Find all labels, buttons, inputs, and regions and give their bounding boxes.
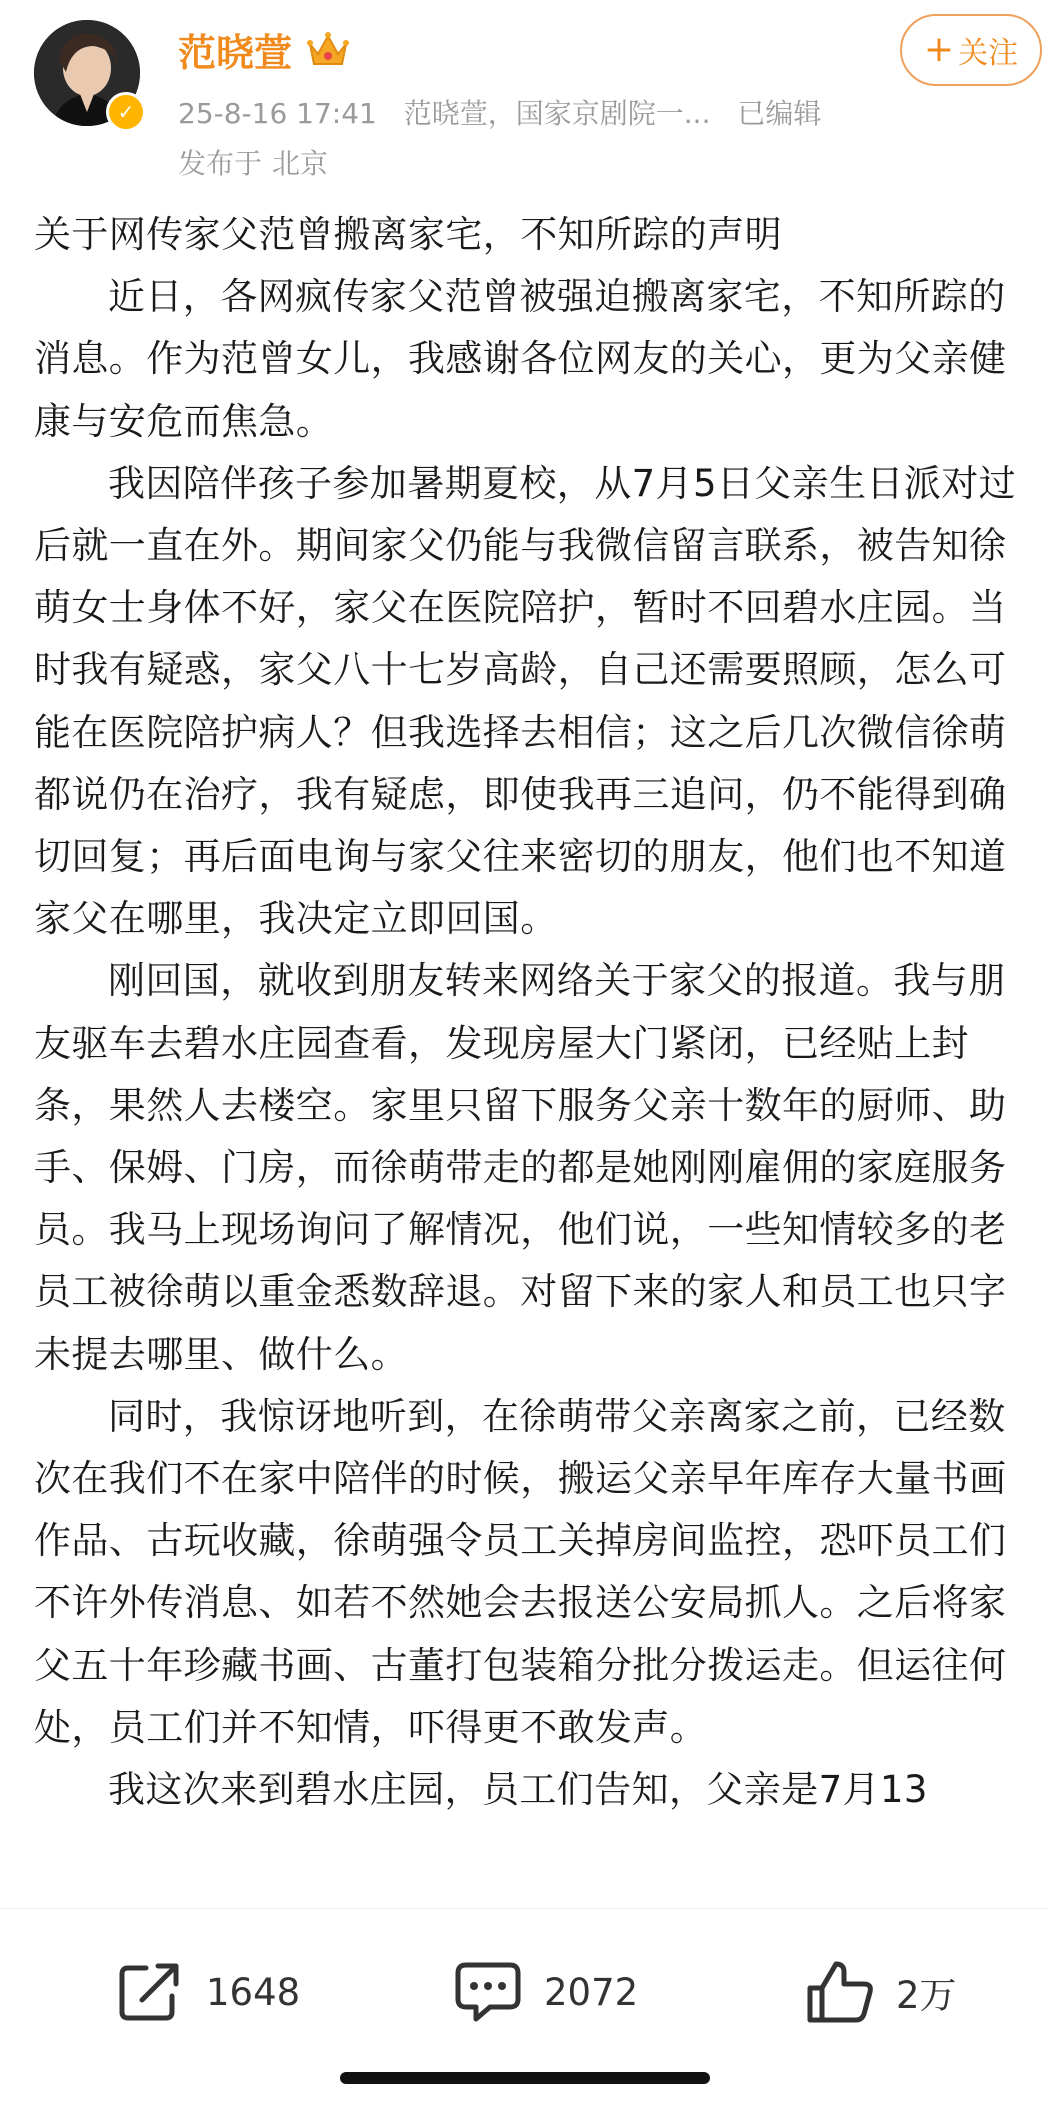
thumbs-up-icon xyxy=(804,1958,876,2026)
comment-icon xyxy=(452,1959,524,2025)
post-header xyxy=(0,0,1048,190)
share-icon xyxy=(116,1960,186,2024)
post-content xyxy=(34,204,1026,1904)
like-button[interactable] xyxy=(804,1952,957,2032)
post-meta xyxy=(178,92,839,132)
plus-icon: + xyxy=(923,29,955,70)
divider xyxy=(0,1908,1048,1909)
author-name[interactable]: 范晓萱 xyxy=(178,31,293,75)
action-bar xyxy=(0,1912,1048,2062)
post-title: 关于网传家父范曾搬离家宅，不知所踪的声明 xyxy=(34,213,782,256)
location-value: 北京 xyxy=(272,147,329,180)
follow-label: 关注 xyxy=(958,36,1019,71)
paragraph: 近日，各网疯传家父范曾被强迫搬离家宅，不知所踪的消息。作为范曾女儿，我感谢各位网友的关心，更为父亲健康与安危而焦急。 xyxy=(34,275,1007,443)
share-count: 1648 xyxy=(206,1970,301,2014)
like-count: 2万 xyxy=(896,1974,957,2017)
paragraph: 我这次来到碧水庄园，员工们告知，父亲是7月13 xyxy=(108,1768,928,1812)
post-timestamp: 25-8-16 17:41 xyxy=(178,97,377,130)
edited-label[interactable]: 已编辑 xyxy=(737,97,822,130)
paragraph: 刚回国，就收到朋友转来网络关于家父的报道。我与朋友驱车去碧水庄园查看，发现房屋大门紧闭，已经贴上封条，果然人去楼空。家里只留下服务父亲十数年的厨师、助手、保姆、门房，而徐萌带走的都是她刚刚雇佣的家庭服务员。我马上现场询问了解情况，他们说，一些知情较多的老员工被徐萌以重金悉数辞退。对留下来的家人和员工也只字未提去哪里、做什么。 xyxy=(34,959,1007,1376)
share-button[interactable] xyxy=(116,1952,300,2032)
follow-button[interactable] xyxy=(900,14,1042,86)
post-source[interactable]: 范晓萱，国家京剧院一... xyxy=(403,97,711,130)
location-label: 发布于 xyxy=(178,147,263,180)
home-indicator[interactable] xyxy=(340,2072,710,2084)
comment-button[interactable] xyxy=(452,1952,638,2032)
paragraph: 同时，我惊讶地听到，在徐萌带父亲离家之前，已经数次在我们不在家中陪伴的时候，搬运父亲早年库存大量书画作品、古玩收藏，徐萌强令员工关掉房间监控，恐吓员工们不许外传消息、如若不然她会去报送公安局抓人。之后将家父五十年珍藏书画、古董打包装箱分批分拨运走。但运往何处，员工们并不知情，吓得更不敢发声。 xyxy=(34,1394,1007,1749)
comment-count: 2072 xyxy=(544,1970,639,2014)
verified-badge-icon: ✓ xyxy=(106,92,146,132)
paragraph: 我因陪伴孩子参加暑期夏校，从7月5日父亲生日派对过后就一直在外。期间家父仍能与我微信留言联系，被告知徐萌女士身体不好，家父在医院陪护，暂时不回碧水庄园。当时我有疑惑，家父八十七岁高龄，自己还需要照顾，怎么可能在医院陪护病人？但我选择去相信；这之后几次微信徐萌都说仍在治疗，我有疑虑，即使我再三追问，仍不能得到确切回复；再后面电询与家父往来密切的朋友，他们也不知道家父在哪里，我决定立即回国。 xyxy=(34,461,1017,941)
crown-icon xyxy=(306,30,350,70)
post-location xyxy=(178,142,328,182)
